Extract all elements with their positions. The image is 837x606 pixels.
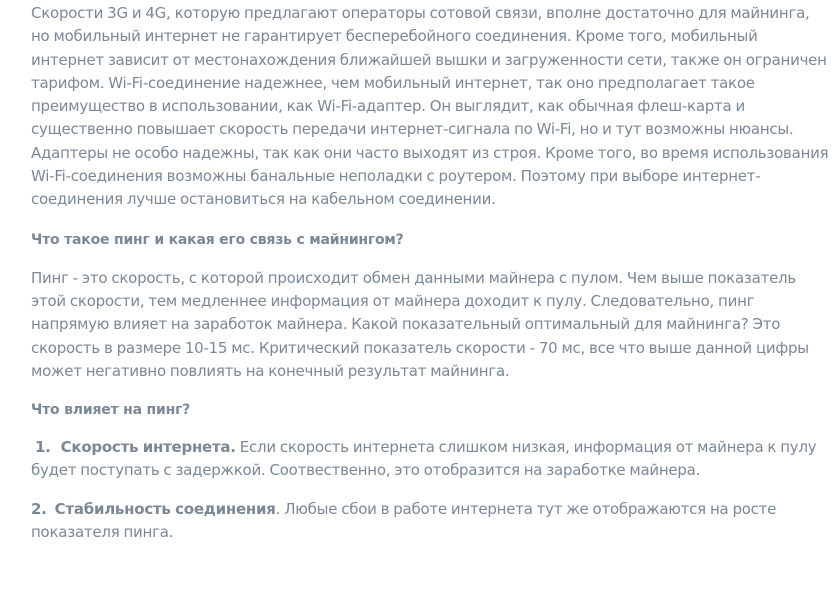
paragraph-connection-types: Скорости 3G и 4G, которую предлагают операторы сотовой связи, вполне достаточно для майнинга, но мобильный интернет не гарантирует бесперебойного соединения. Кроме того, мобильный интернет зависит от местонахождения ближайшей вышки и загруженности сети, также он ограничен тарифом. Wi-Fi-соединение надежнее, чем мобильный интернет, так оно предполагает такое преимущество в использовании, как Wi-Fi-адаптер. Он выглядит, как обычная флеш-карта и существенно повышает скорость передачи интернет-сигнала по Wi-Fi, но и тут возможны нюансы. Адаптеры не особо надежны, так как они часто выходят из строя. Кроме того, во время использования Wi-Fi-соединения возможны банальные неполадки с роутером. Поэтому при выборе интернет-соединения лучше остановиться на кабельном соединении. bbox=[31, 4, 829, 209]
list-item-text: Если скорость интернета слишком низкая, информация от майнера к пулу будет поступать с задержкой. Соотвественно, это отобразится на заработке майнера. bbox=[31, 438, 817, 480]
list-item-term: Стабильность соединения bbox=[54, 499, 276, 518]
list-item-term: Скорость интернета. bbox=[60, 438, 236, 457]
ping-factors-list bbox=[31, 436, 831, 544]
list-item bbox=[31, 436, 831, 483]
heading-ping-factors: Что влияет на пинг? bbox=[31, 402, 191, 419]
paragraph-ping-definition: Пинг - это скорость, с которой происходит обмен данными майнера с пулом. Чем выше показатель этой скорости, тем медленнее информация от майнера доходит к пулу. Следовательно, пинг напрямую влияет на заработок майнера. Какой показательный оптимальный для майнинга? Это скорость в размере 10-15 мс. Критический показатель скорости - 70 мс, все что выше данной цифры может негативно повлиять на конечный результат майнинга. bbox=[31, 268, 809, 380]
list-item-number: 2. bbox=[31, 499, 47, 518]
list-item-number: 1. bbox=[35, 438, 51, 457]
article-body bbox=[31, 0, 831, 544]
heading-what-is-ping: Что такое пинг и какая его связь с майнингом? bbox=[31, 231, 404, 248]
list-item-text: . Любые сбои в работе интернета тут же отображаются на росте показателя пинга. bbox=[31, 499, 777, 542]
list-item bbox=[31, 498, 831, 545]
